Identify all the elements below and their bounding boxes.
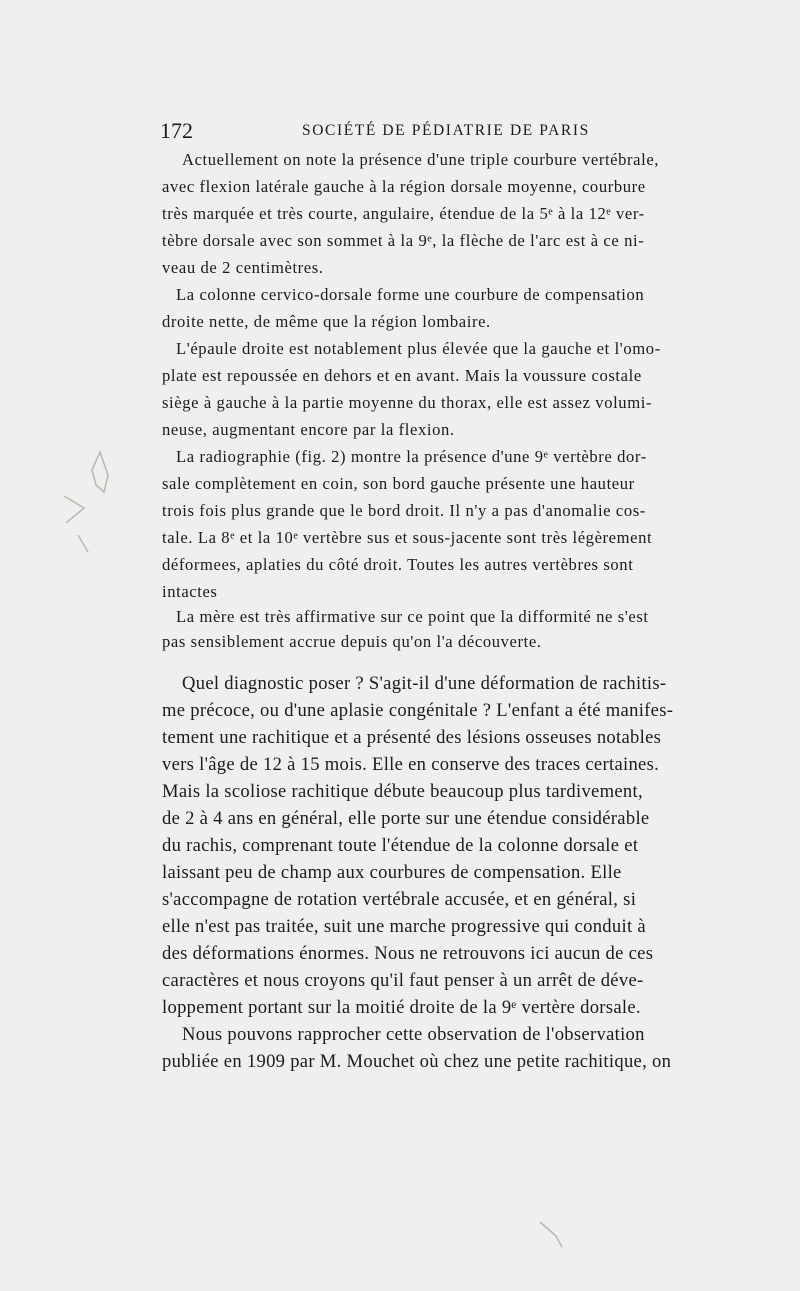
- text-line: tèbre dorsale avec son sommet à la 9ᵉ, la flèche de l'arc est à ce ni-: [162, 231, 645, 250]
- text-line: pas sensiblement accrue depuis qu'on l'a découverte.: [162, 632, 542, 651]
- text-line: des déformations énormes. Nous ne retrouvons ici aucun de ces: [162, 943, 654, 964]
- text-line: vers l'âge de 12 à 15 mois. Elle en conserve des traces certaines.: [162, 754, 660, 775]
- page-number: 172: [160, 118, 193, 143]
- text-line: tale. La 8ᵉ et la 10ᵉ vertèbre sus et sous-jacente sont très légèrement: [162, 528, 653, 547]
- text-line: droite nette, de même que la région lombaire.: [162, 312, 491, 331]
- text-line: plate est repoussée en dehors et en avant. Mais la voussure costale: [162, 366, 642, 385]
- text-line: laissant peu de champ aux courbures de compensation. Elle: [162, 862, 622, 883]
- text-line: loppement portant sur la moitié droite de la 9ᵉ vertère dorsale.: [162, 997, 641, 1018]
- text-line: s'accompagne de rotation vertébrale accusée, et en général, si: [162, 889, 637, 910]
- text-line: déformees, aplaties du côté droit. Toutes les autres vertèbres sont: [162, 555, 634, 574]
- text-line: neuse, augmentant encore par la flexion.: [162, 420, 455, 439]
- text-line: L'épaule droite est notablement plus élevée que la gauche et l'omo-: [176, 339, 661, 358]
- text-line: du rachis, comprenant toute l'étendue de la colonne dorsale et: [162, 835, 639, 856]
- text-line: La colonne cervico-dorsale forme une courbure de compensation: [176, 285, 645, 304]
- text-line: La mère est très affirmative sur ce point que la difformité ne s'est: [176, 607, 649, 626]
- text-line: publiée en 1909 par M. Mouchet où chez une petite rachitique, on: [162, 1051, 672, 1072]
- text-line: veau de 2 centimètres.: [162, 258, 324, 277]
- text-line: de 2 à 4 ans en général, elle porte sur une étendue considérable: [162, 808, 650, 829]
- text-line: Quel diagnostic poser ? S'agit-il d'une déformation de rachitis-: [182, 673, 667, 694]
- text-line: trois fois plus grande que le bord droit. Il n'y a pas d'anomalie cos-: [162, 501, 646, 520]
- text-line: siège à gauche à la partie moyenne du thorax, elle est assez volumi-: [162, 393, 653, 412]
- text-line: Nous pouvons rapprocher cette observation de l'observation: [182, 1024, 645, 1045]
- text-line: très marquée et très courte, angulaire, étendue de la 5ᵉ à la 12ᵉ ver-: [162, 204, 645, 223]
- text-line: tement une rachitique et a présenté des lésions osseuses notables: [162, 727, 662, 748]
- text-line: La radiographie (fig. 2) montre la présence d'une 9ᵉ vertèbre dor-: [176, 447, 647, 466]
- text-line: me précoce, ou d'une aplasie congénitale ? L'enfant a été manifes-: [162, 700, 674, 721]
- running-title: SOCIÉTÉ DE PÉDIATRIE DE PARIS: [302, 122, 590, 139]
- text-line: caractères et nous croyons qu'il faut penser à un arrêt de déve-: [162, 970, 644, 991]
- text-line: sale complètement en coin, son bord gauche présente une hauteur: [162, 474, 635, 493]
- text-line: Actuellement on note la présence d'une triple courbure vertébrale,: [182, 150, 660, 169]
- text-line: elle n'est pas traitée, suit une marche progressive qui conduit à: [162, 916, 646, 937]
- text-line: avec flexion latérale gauche à la région dorsale moyenne, courbure: [162, 177, 646, 196]
- text-line: Mais la scoliose rachitique débute beaucoup plus tardivement,: [162, 781, 643, 802]
- text-line: intactes: [162, 582, 218, 601]
